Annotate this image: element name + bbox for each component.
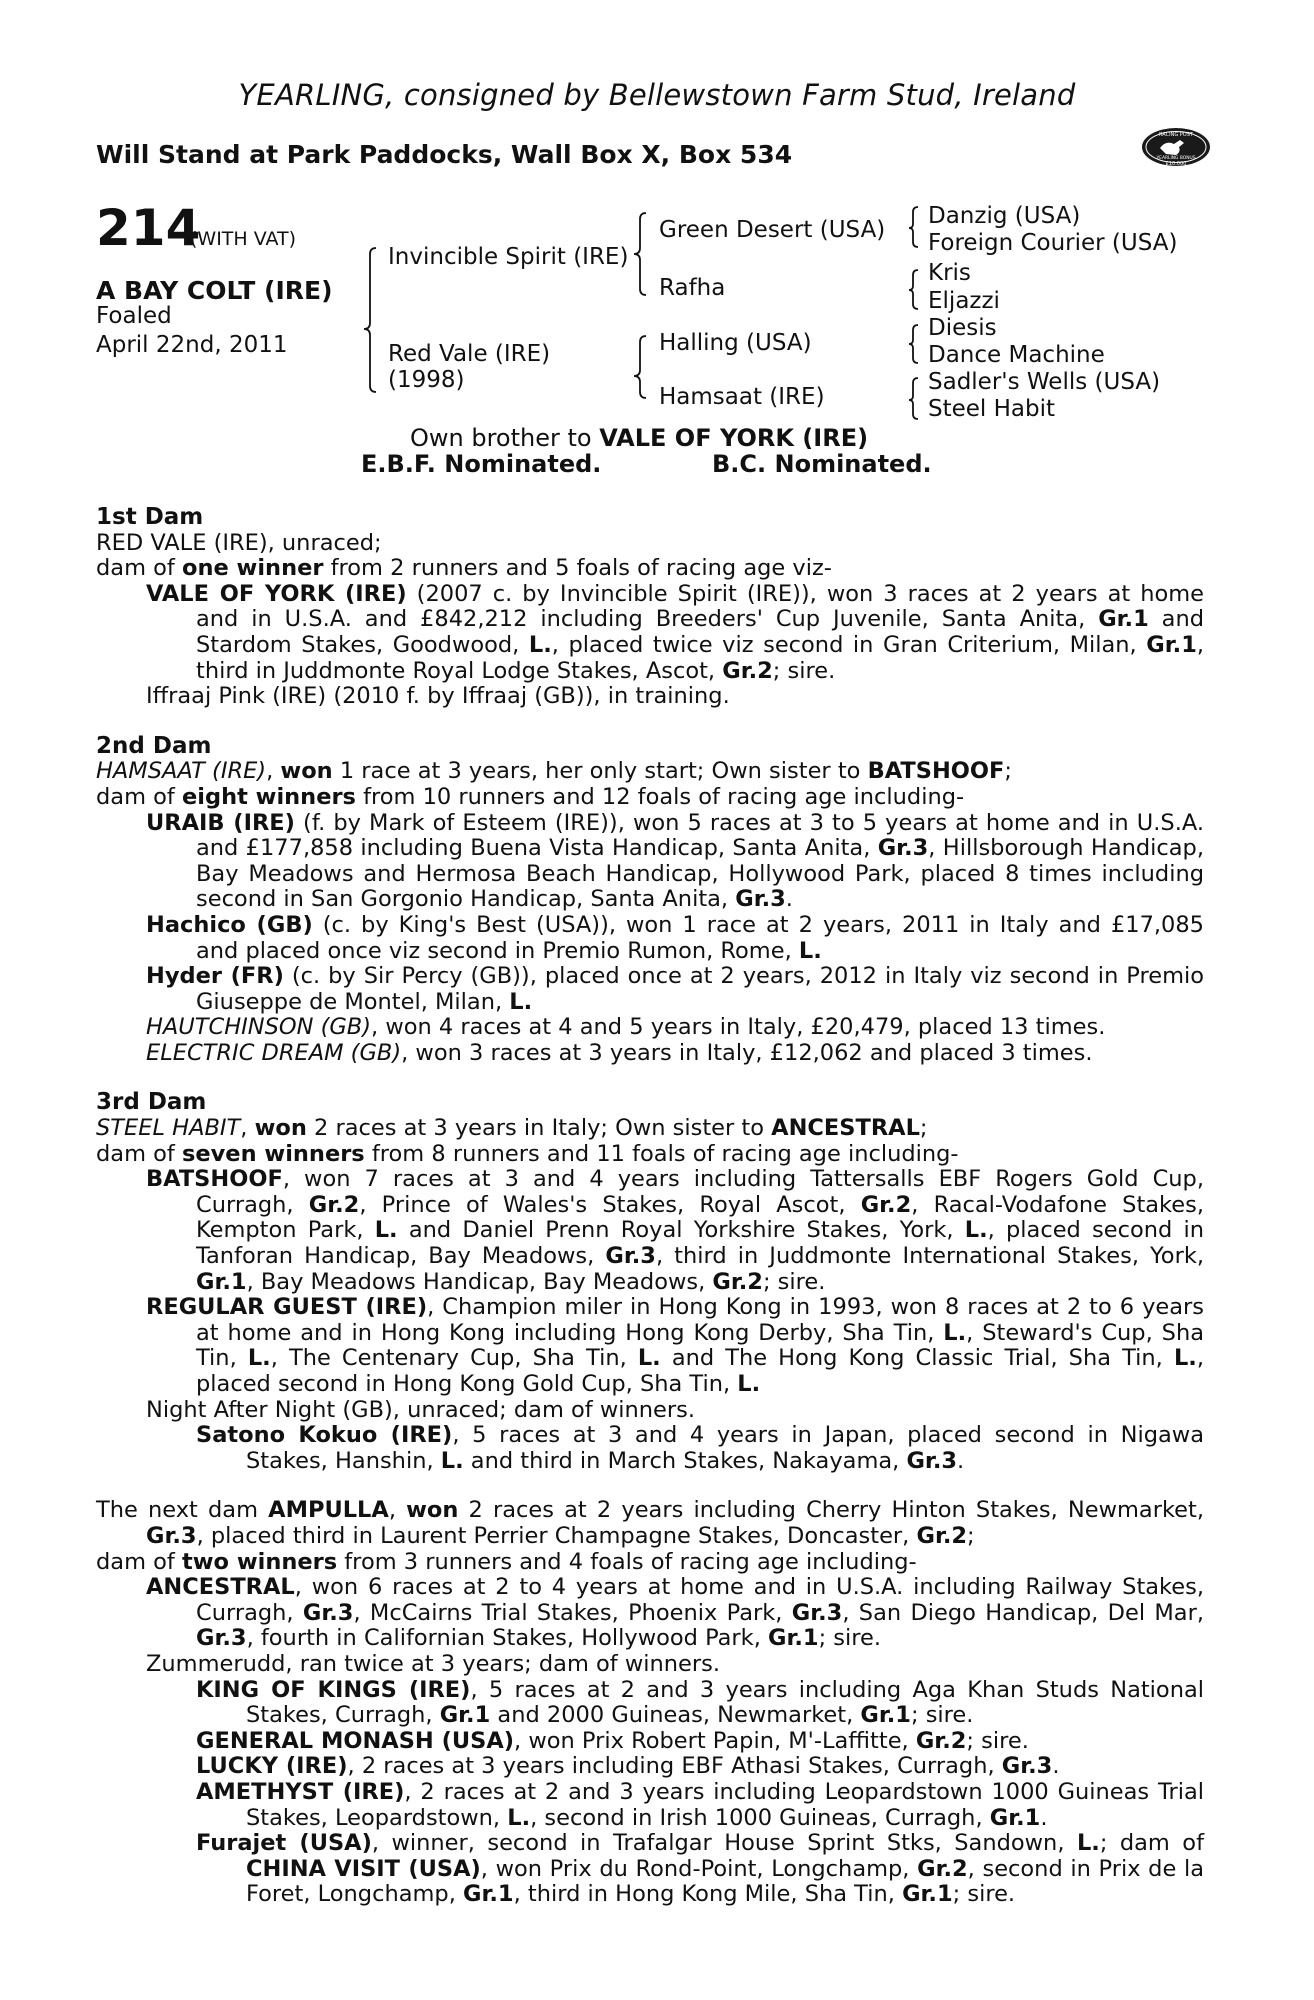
text: ; sire. <box>910 1702 974 1729</box>
produce-uraib <box>96 811 1204 913</box>
text: , Hillsborough Handicap, Bay Meadows and Hermosa Beach Handicap, Hollywood Park, placed 8 times including second in San Gorgonio Handicap, Santa Anita, <box>196 835 1204 913</box>
grade: L. <box>964 1217 988 1244</box>
grade: Gr.1 <box>768 1625 819 1652</box>
sister-name: BATSHOOF <box>867 758 1005 785</box>
produce-king-of-kings <box>96 1678 1204 1729</box>
text: , won Prix du Rond-Point, Longchamp, <box>480 1855 918 1882</box>
foaled-label: Foaled <box>96 303 172 329</box>
first-dam-produce-summary <box>96 556 1204 582</box>
pedigree-g3-6: Dance Machine <box>928 342 1105 368</box>
text: and The Hong Kong Classic Trial, Sha Tin, <box>660 1345 1174 1372</box>
own-brother-prefix: Own brother to <box>410 424 600 452</box>
grade: L. <box>1076 1830 1100 1857</box>
page-title: YEARLING, consigned by Bellewstown Farm Stud, Ireland <box>238 78 1076 112</box>
text: (c. by King's Best (USA)), won 1 race at 2 years, 2011 in Italy and £17,085 and placed once viz second in Premio Rumon, Rome, <box>196 911 1204 964</box>
grade: Gr.1 <box>1098 606 1149 633</box>
text: (c. by Sir Percy (GB)), placed once at 2 years, 2012 in Italy viz second in Premio Giuseppe de Montel, Milan, <box>196 963 1205 1015</box>
horse-name: AMETHYST (IRE) <box>196 1778 405 1805</box>
grade: Gr.3 <box>1001 1753 1053 1780</box>
grade: L. <box>1173 1345 1197 1372</box>
pedigree-g3-2: Foreign Courier (USA) <box>928 230 1178 256</box>
pedigree-sire-dam: Rafha <box>659 275 726 301</box>
won-label: won <box>406 1497 459 1524</box>
pedigree-g3-3: Kris <box>928 260 971 286</box>
text: , Prince of Wales's Stakes, Royal Ascot, <box>359 1191 861 1218</box>
text: , placed third in Laurent Perrier Champagne Stakes, Doncaster, <box>196 1522 917 1549</box>
pedigree-dam-name: Red Vale (IRE) <box>388 341 551 367</box>
pedigree-g3-8: Steel Habit <box>928 396 1056 422</box>
grade: Gr.1 <box>860 1702 911 1729</box>
produce-vale-of-york <box>96 582 1204 684</box>
text: ; sire. <box>818 1625 882 1652</box>
text: ; dam of <box>1099 1830 1204 1857</box>
catalogue-body <box>96 505 1204 1908</box>
horse-name: Satono Kokuo (IRE) <box>196 1422 453 1449</box>
grade: Gr.2 <box>915 1727 967 1754</box>
pedigree-dam <box>388 341 550 393</box>
horse-name: URAIB (IRE) <box>146 809 295 836</box>
grade: Gr.3 <box>877 835 929 862</box>
pedigree-dam-year: (1998) <box>388 367 465 393</box>
produce-ancestral <box>96 1575 1204 1652</box>
grade: Gr.2 <box>712 1268 763 1295</box>
grade: Gr.3 <box>146 1522 197 1549</box>
grade: Gr.1 <box>463 1881 514 1908</box>
produce-iffraaj-pink: Iffraaj Pink (IRE) (2010 f. by Iffraaj (GB)), in training. <box>146 683 730 710</box>
grade: L. <box>247 1345 271 1372</box>
won-label: won <box>280 758 333 785</box>
horse-name: KING OF KINGS (IRE) <box>196 1676 471 1703</box>
produce-hyder <box>96 964 1204 1015</box>
foaled-date: April 22nd, 2011 <box>96 332 288 358</box>
dam-name: HAMSAAT (IRE) <box>96 758 267 785</box>
grade: Gr.3 <box>605 1243 656 1270</box>
text: , Champion miler in Hong Kong in 1993, won 8 races at 2 to 6 years at home and in Hong Kong including Hong Kong Derby, Sha Tin, <box>196 1294 1204 1346</box>
horse-name: HAUTCHINSON (GB) <box>146 1014 372 1041</box>
text: , The Centenary Cup, Sha Tin, <box>270 1345 638 1372</box>
horse-name: LUCKY (IRE) <box>196 1753 348 1780</box>
grade: Gr.2 <box>722 657 773 684</box>
pedigree-g3-4: Eljazzi <box>928 288 1000 314</box>
grade: Gr.3 <box>735 886 786 913</box>
text: , won 7 races at 3 and 4 years including Tattersalls EBF Rogers Gold Cup, Curragh, <box>196 1166 1204 1218</box>
next-dam-intro: The next dam AMPULLA, won 2 races at 2 years including Cherry Hinton Stakes, Newmarket, Gr.3, placed third in Laurent Perrier Champagne Stakes, Doncaster, Gr.2; <box>96 1497 1204 1549</box>
grade: Gr.3 <box>302 1599 354 1626</box>
badge-mid-text: YEARLING BONUS <box>1156 156 1196 161</box>
text: , 2 races at 2 and 3 years including Leopardstown 1000 Guineas Trial Stakes, Leopardstown, <box>246 1778 1204 1831</box>
bc-nominated: B.C. Nominated. <box>712 450 932 478</box>
grade: Gr.2 <box>860 1191 912 1218</box>
grade: L. <box>637 1345 661 1372</box>
dam-name: STEEL HABIT <box>96 1115 241 1142</box>
text: , third in Hong Kong Mile, Sha Tin, <box>513 1881 903 1908</box>
produce-regular-guest <box>96 1295 1204 1397</box>
text: , 5 races at 3 and 4 years in Japan, placed second in Nigawa Stakes, Hanshin, <box>246 1422 1204 1474</box>
text: 2 races at 3 years in Italy; Own sister to <box>306 1115 772 1142</box>
lot-description: A BAY COLT (IRE) <box>96 276 333 305</box>
grade: L. <box>440 1447 464 1474</box>
first-dam-heading: 1st Dam <box>96 504 204 530</box>
text: , placed second in Tanforan Handicap, Bay Meadows, <box>196 1217 1204 1270</box>
text: , 5 races at 2 and 3 years including Aga Khan Studs National Stakes, Curragh, <box>246 1676 1204 1729</box>
pedigree-g3-1: Danzig (USA) <box>928 203 1081 229</box>
second-dam-intro: HAMSAAT (IRE), won 1 race at 3 years, her only start; Own sister to BATSHOOF; <box>96 758 1012 785</box>
text: , Bay Meadows Handicap, Bay Meadows, <box>246 1268 713 1295</box>
horse-name: CHINA VISIT (USA) <box>246 1855 481 1882</box>
vat-label: (WITH VAT) <box>190 228 297 250</box>
text: ; <box>967 1522 975 1549</box>
pedigree-dam-dam: Hamsaat (IRE) <box>659 384 825 410</box>
grade: Gr.1 <box>902 1881 953 1908</box>
grade: Gr.2 <box>308 1191 360 1218</box>
produce-hautchinson <box>96 1015 1204 1041</box>
text: , winner, second in Trafalgar House Sprint Stks, Sandown, <box>371 1830 1077 1857</box>
text: , won 3 races at 3 years in Italy, £12,062 and placed 3 times. <box>401 1039 1093 1066</box>
dam-name: AMPULLA <box>268 1497 389 1524</box>
produce-electric-dream <box>96 1041 1204 1067</box>
text: and Daniel Prenn Royal Yorkshire Stakes, York, <box>397 1217 965 1244</box>
sister-name: ANCESTRAL <box>771 1115 920 1142</box>
pedigree-g3-7: Sadler's Wells (USA) <box>928 369 1161 395</box>
text: dam of <box>96 555 182 582</box>
text: , third in Juddmonte International Stakes, York, <box>655 1243 1204 1270</box>
next-dam-produce-summary <box>96 1550 1204 1576</box>
badge-top-text: RACING POST <box>1159 132 1193 138</box>
grade: L. <box>528 631 552 658</box>
text: ; <box>919 1115 928 1142</box>
produce-amethyst <box>96 1780 1204 1831</box>
horse-name: BATSHOOF <box>146 1166 283 1193</box>
won-label: won <box>254 1115 307 1142</box>
text: , San Diego Handicap, Del Mar, <box>842 1599 1205 1626</box>
grade: L. <box>737 1371 761 1397</box>
text: ; sire. <box>762 1268 826 1295</box>
text: , 2 races at 3 years including EBF Athasi Stakes, Curragh, <box>347 1753 1002 1780</box>
produce-night-after-night: Night After Night (GB), unraced; dam of winners. <box>146 1396 696 1423</box>
first-dam-intro: RED VALE (IRE), unraced; <box>96 529 382 556</box>
second-dam-produce-summary <box>96 785 1204 811</box>
ebf-nominated: E.B.F. Nominated. <box>361 450 602 478</box>
grade: L. <box>798 937 822 964</box>
pedigree-g3-5: Diesis <box>928 315 997 341</box>
winner-count: eight winners <box>181 783 356 810</box>
grade: Gr.2 <box>916 1522 968 1549</box>
text: , placed twice viz second in Gran Criterium, Milan, <box>551 631 1147 658</box>
grade: Gr.1 <box>989 1804 1041 1831</box>
text: . <box>1040 1804 1048 1831</box>
produce-general-monash <box>96 1729 1204 1755</box>
horse-name: Furajet (USA) <box>196 1830 372 1857</box>
horse-name: Hachico (GB) <box>146 911 313 938</box>
text: ; sire. <box>772 657 836 684</box>
text: from 10 runners and 12 foals of racing age including- <box>355 783 965 810</box>
text: from 3 runners and 4 foals of racing age including- <box>337 1548 917 1575</box>
text: , won Prix Robert Papin, M'-Laffitte, <box>514 1727 916 1754</box>
text: ; <box>1004 758 1012 785</box>
produce-furajet <box>96 1831 1204 1908</box>
badge-amount-text: £10,000 <box>1165 161 1187 167</box>
text: (2007 c. by Invincible Spirit (IRE)), won 3 races at 2 years at home and in U.S.A. and £842,212 including Breeders' Cup Juvenile, Santa Anita, <box>196 580 1204 633</box>
text: and Stardom Stakes, Goodwood, <box>196 606 1205 658</box>
grade: Gr.1 <box>439 1702 491 1729</box>
pedigree-dam-sire: Halling (USA) <box>659 330 812 356</box>
lot-number: 214 <box>96 199 201 257</box>
third-dam-heading: 3rd Dam <box>96 1089 207 1116</box>
pedigree-sire: Invincible Spirit (IRE) <box>388 244 629 270</box>
text: and third in March Stakes, Nakayama, <box>463 1447 907 1474</box>
text: 1 race at 3 years, her only start; Own sister to <box>332 758 868 785</box>
grade: L. <box>509 988 533 1015</box>
horse-name: VALE OF YORK (IRE) <box>146 580 407 607</box>
text: The next dam <box>96 1497 269 1524</box>
produce-batshoof <box>96 1167 1204 1295</box>
second-dam-heading: 2nd Dam <box>96 732 212 759</box>
text: , placed second in Hong Kong Gold Cup, Sha Tin, <box>196 1345 1204 1397</box>
text: and 2000 Guineas, Newmarket, <box>490 1702 861 1729</box>
grade: Gr.3 <box>196 1625 247 1652</box>
text: , third in Juddmonte Royal Lodge Stakes, Ascot, <box>196 631 1205 684</box>
grade: L. <box>943 1319 967 1346</box>
grade: L. <box>507 1804 531 1831</box>
text: , won 4 races at 4 and 5 years in Italy, £20,479, placed 13 times. <box>371 1014 1106 1041</box>
text: (f. by Mark of Esteem (IRE)), won 5 races at 3 to 5 years at home and in U.S.A. and £177,858 including Buena Vista Handicap, Santa Anita, <box>196 809 1204 862</box>
produce-lucky <box>96 1754 1204 1780</box>
horse-name: ELECTRIC DREAM (GB) <box>146 1039 402 1066</box>
winner-count: one winner <box>181 555 324 582</box>
winner-count: seven winners <box>181 1140 365 1167</box>
text: ; sire. <box>952 1881 1016 1908</box>
text: , McCairns Trial Stakes, Phoenix Park, <box>353 1599 792 1626</box>
produce-hachico <box>96 913 1204 964</box>
pedigree-sire-sire: Green Desert (USA) <box>659 217 886 243</box>
text: dam of <box>96 1548 182 1575</box>
text: . <box>1052 1753 1060 1780</box>
produce-zummerudd: Zummerudd, ran twice at 3 years; dam of winners. <box>146 1650 721 1677</box>
grade: L. <box>374 1217 398 1244</box>
grade: Gr.3 <box>906 1447 958 1474</box>
text: ; sire. <box>966 1727 1029 1754</box>
grade: Gr.1 <box>196 1268 247 1295</box>
own-brother-name: VALE OF YORK (IRE) <box>599 424 869 452</box>
horse-name: ANCESTRAL <box>146 1574 295 1601</box>
text: , Steward's Cup, Sha Tin, <box>196 1319 1204 1372</box>
third-dam-intro: STEEL HABIT, won 2 races at 3 years in Italy; Own sister to ANCESTRAL; <box>96 1115 928 1142</box>
text: , Racal-Vodafone Stakes, Kempton Park, <box>196 1191 1205 1244</box>
grade: Gr.1 <box>1146 631 1197 658</box>
own-brother-note <box>0 424 1314 452</box>
text: from 8 runners and 11 foals of racing age including- <box>364 1140 959 1167</box>
text: dam of <box>96 1140 182 1167</box>
third-dam-produce-summary <box>96 1142 1204 1168</box>
text: , won 6 races at 2 to 4 years at home and in U.S.A. including Railway Stakes, Curragh, <box>196 1574 1204 1626</box>
horse-name: Hyder (FR) <box>146 963 284 990</box>
winner-count: two winners <box>181 1548 338 1575</box>
text: . <box>785 886 793 913</box>
text: , second in Irish 1000 Guineas, Curragh, <box>530 1804 990 1831</box>
text: dam of <box>96 783 182 810</box>
text: , fourth in Californian Stakes, Hollywood Park, <box>246 1625 769 1652</box>
grade: Gr.3 <box>791 1599 843 1626</box>
horse-name: REGULAR GUEST (IRE) <box>146 1294 428 1321</box>
text: , second in Prix de la Foret, Longchamp, <box>246 1855 1204 1908</box>
text: 2 races at 2 years including Cherry Hinton Stakes, Newmarket, <box>458 1497 1204 1524</box>
horse-name: GENERAL MONASH (USA) <box>196 1727 515 1754</box>
grade: Gr.2 <box>917 1855 968 1882</box>
produce-satono-kokuo <box>96 1423 1204 1474</box>
text: from 2 runners and 5 foals of racing age viz- <box>323 555 832 582</box>
text: . <box>957 1447 965 1474</box>
stand-location: Will Stand at Park Paddocks, Wall Box X, Box 534 <box>96 140 793 169</box>
